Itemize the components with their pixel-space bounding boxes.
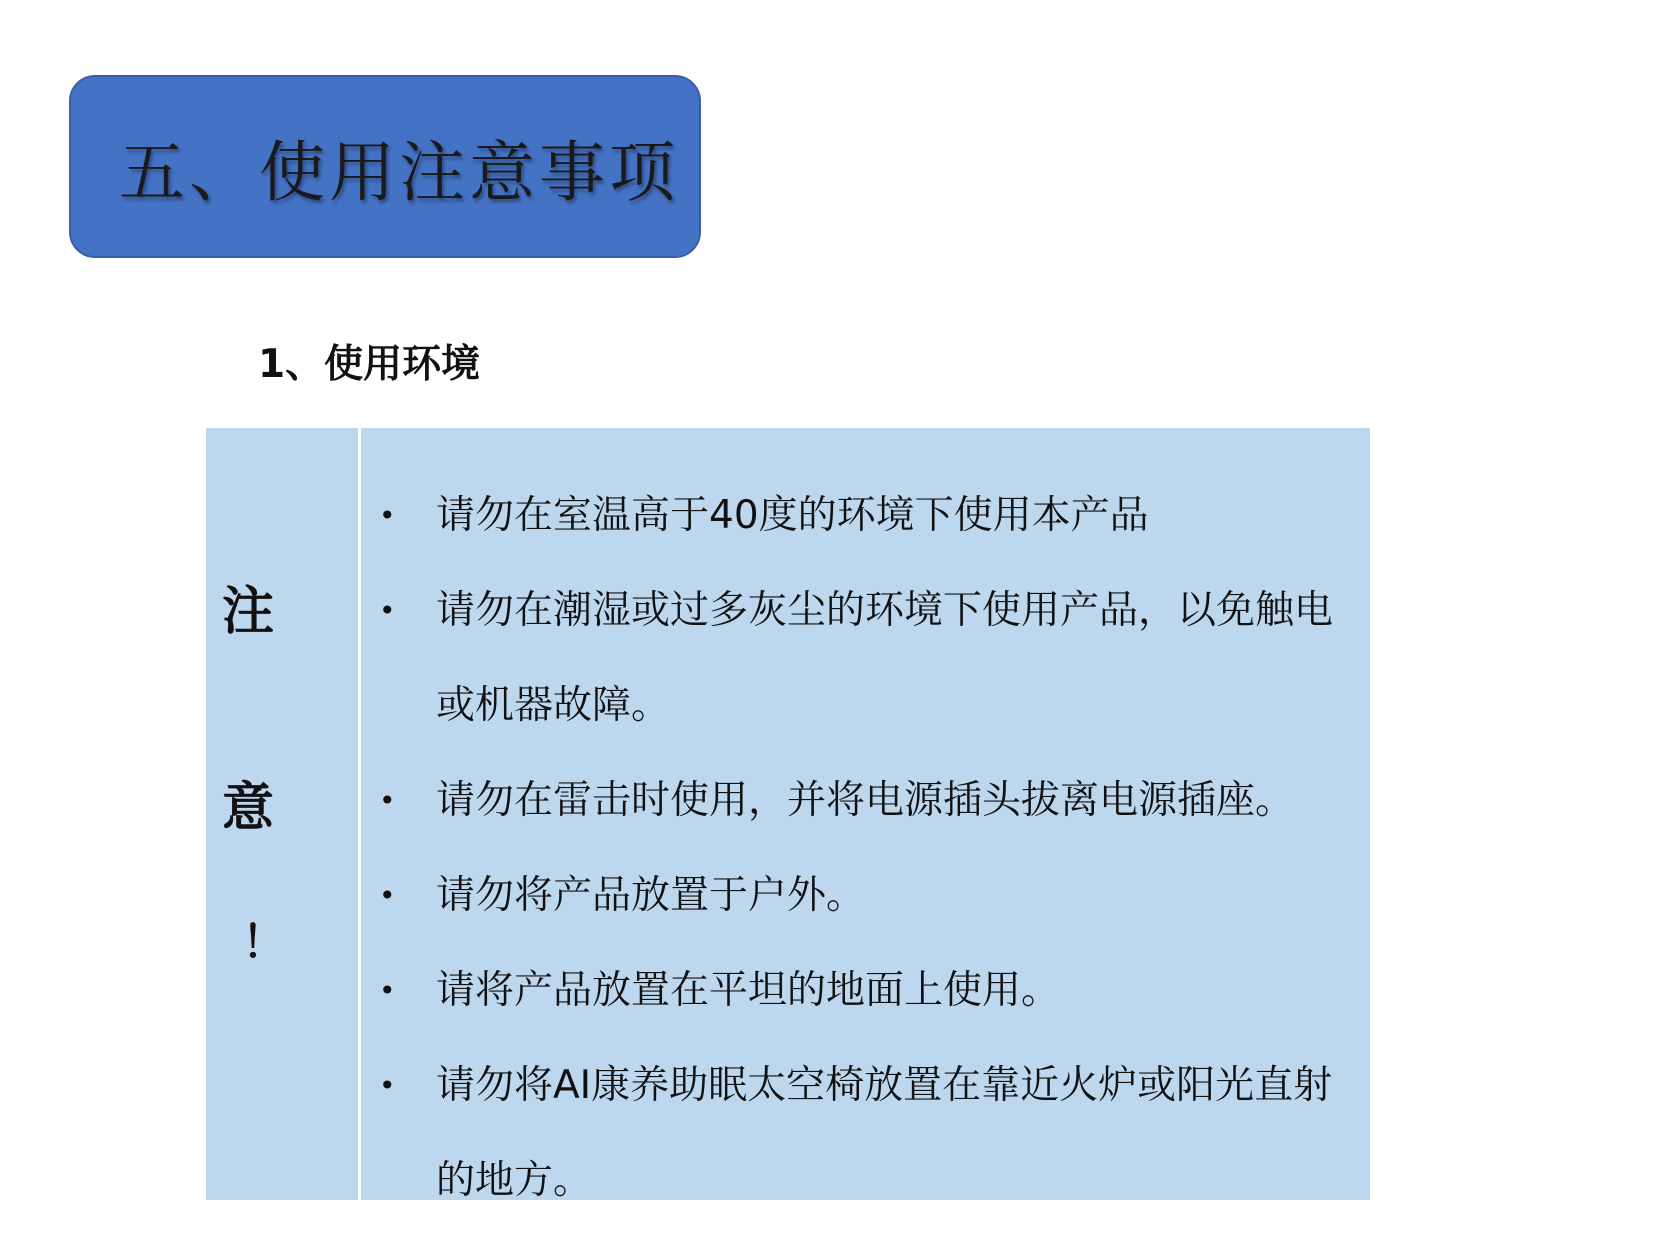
- bullet-icon: •: [379, 784, 396, 817]
- bullet-icon: •: [379, 879, 396, 912]
- bullet-icon: •: [379, 974, 396, 1007]
- bullet-icon: •: [379, 594, 396, 627]
- notice-list: [371, 468, 1361, 1228]
- bullet-icon: •: [379, 1069, 396, 1102]
- notice-item-text: 请将产品放置在平坦的地面上使用。: [436, 968, 1061, 1013]
- list-item: [371, 1038, 1361, 1228]
- section-heading: 1、使用环境: [258, 342, 481, 387]
- list-item: [371, 848, 1361, 943]
- list-item: [371, 753, 1361, 848]
- notice-item-text: 请勿将产品放置于户外。: [436, 873, 866, 918]
- list-item: [371, 943, 1361, 1038]
- notice-panel: [206, 428, 1370, 1203]
- notice-item-text: 请勿将AI康养助眠太空椅放置在靠近火炉或阳光直射的地方。: [436, 1063, 1333, 1203]
- title-banner: [69, 75, 701, 258]
- notice-item-text: 请勿在雷击时使用，并将电源插头拔离电源插座。: [436, 778, 1295, 823]
- notice-item-text: 请勿在室温高于40度的环境下使用本产品: [436, 493, 1149, 538]
- notice-item-text: 请勿在潮湿或过多灰尘的环境下使用产品，以免触电或机器故障。: [436, 588, 1334, 728]
- column-divider: [358, 428, 361, 1200]
- notice-label-char: ！: [242, 917, 286, 968]
- notice-label-char: 注: [222, 581, 275, 642]
- notice-label-char: 意: [222, 777, 275, 838]
- bullet-icon: •: [379, 499, 396, 532]
- page-title: 五、使用注意事项: [119, 134, 679, 211]
- notice-label-column: [206, 428, 358, 1200]
- list-item: [371, 468, 1361, 563]
- list-item: [371, 563, 1361, 753]
